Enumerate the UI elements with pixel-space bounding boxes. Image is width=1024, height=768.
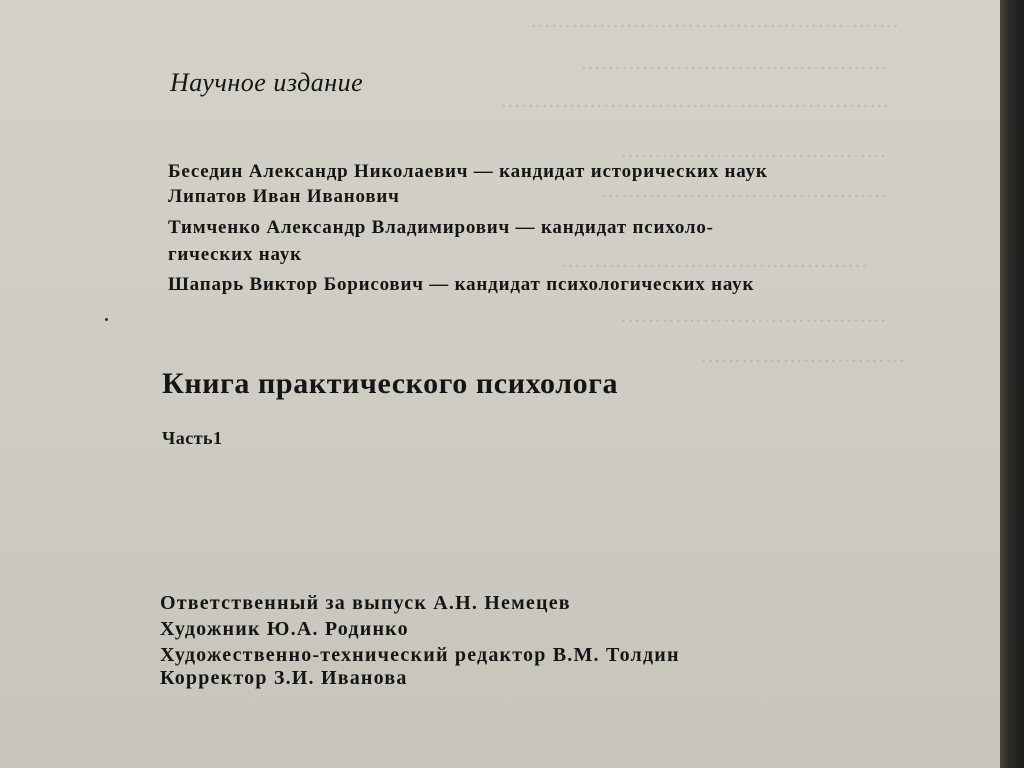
author-line: Липатов Иван Иванович xyxy=(168,186,400,207)
edition-label: Научное издание xyxy=(170,68,364,97)
credit-line: Ответственный за выпуск А.Н. Немецев xyxy=(160,592,571,614)
author-line: Шапарь Виктор Борисович — кандидат психологических наук xyxy=(168,274,755,295)
credit-line: Художник Ю.А. Родинко xyxy=(160,618,409,640)
paper-speck xyxy=(105,318,108,321)
bleed-through-text: ………………………………………………… xyxy=(500,90,890,112)
author-line: Беседин Александр Николаевич — кандидат исторических наук xyxy=(168,161,768,182)
bleed-through-text: ………………………… xyxy=(700,345,905,367)
credit-line: Корректор З.И. Иванова xyxy=(160,667,408,689)
page-edge-shadow xyxy=(1000,0,1024,768)
bleed-through-text: ………………………………… xyxy=(620,305,887,327)
author-line: гических наук xyxy=(168,244,302,265)
bleed-through-text: ……………………………………… xyxy=(580,52,888,74)
bleed-through-text: ……………………………………… xyxy=(560,250,868,272)
author-line: Тимченко Александр Владимирович — кандидат психоло- xyxy=(168,217,714,238)
book-part: Часть1 xyxy=(162,428,223,448)
bleed-through-text: ……………………………………………… xyxy=(530,10,899,32)
credit-line: Художественно-технический редактор В.М. Толдин xyxy=(160,644,680,666)
bleed-through-text: …………………………………… xyxy=(600,180,887,202)
book-title: Книга практического психолога xyxy=(162,367,619,400)
bleed-through-text: ………………………………… xyxy=(620,140,887,162)
